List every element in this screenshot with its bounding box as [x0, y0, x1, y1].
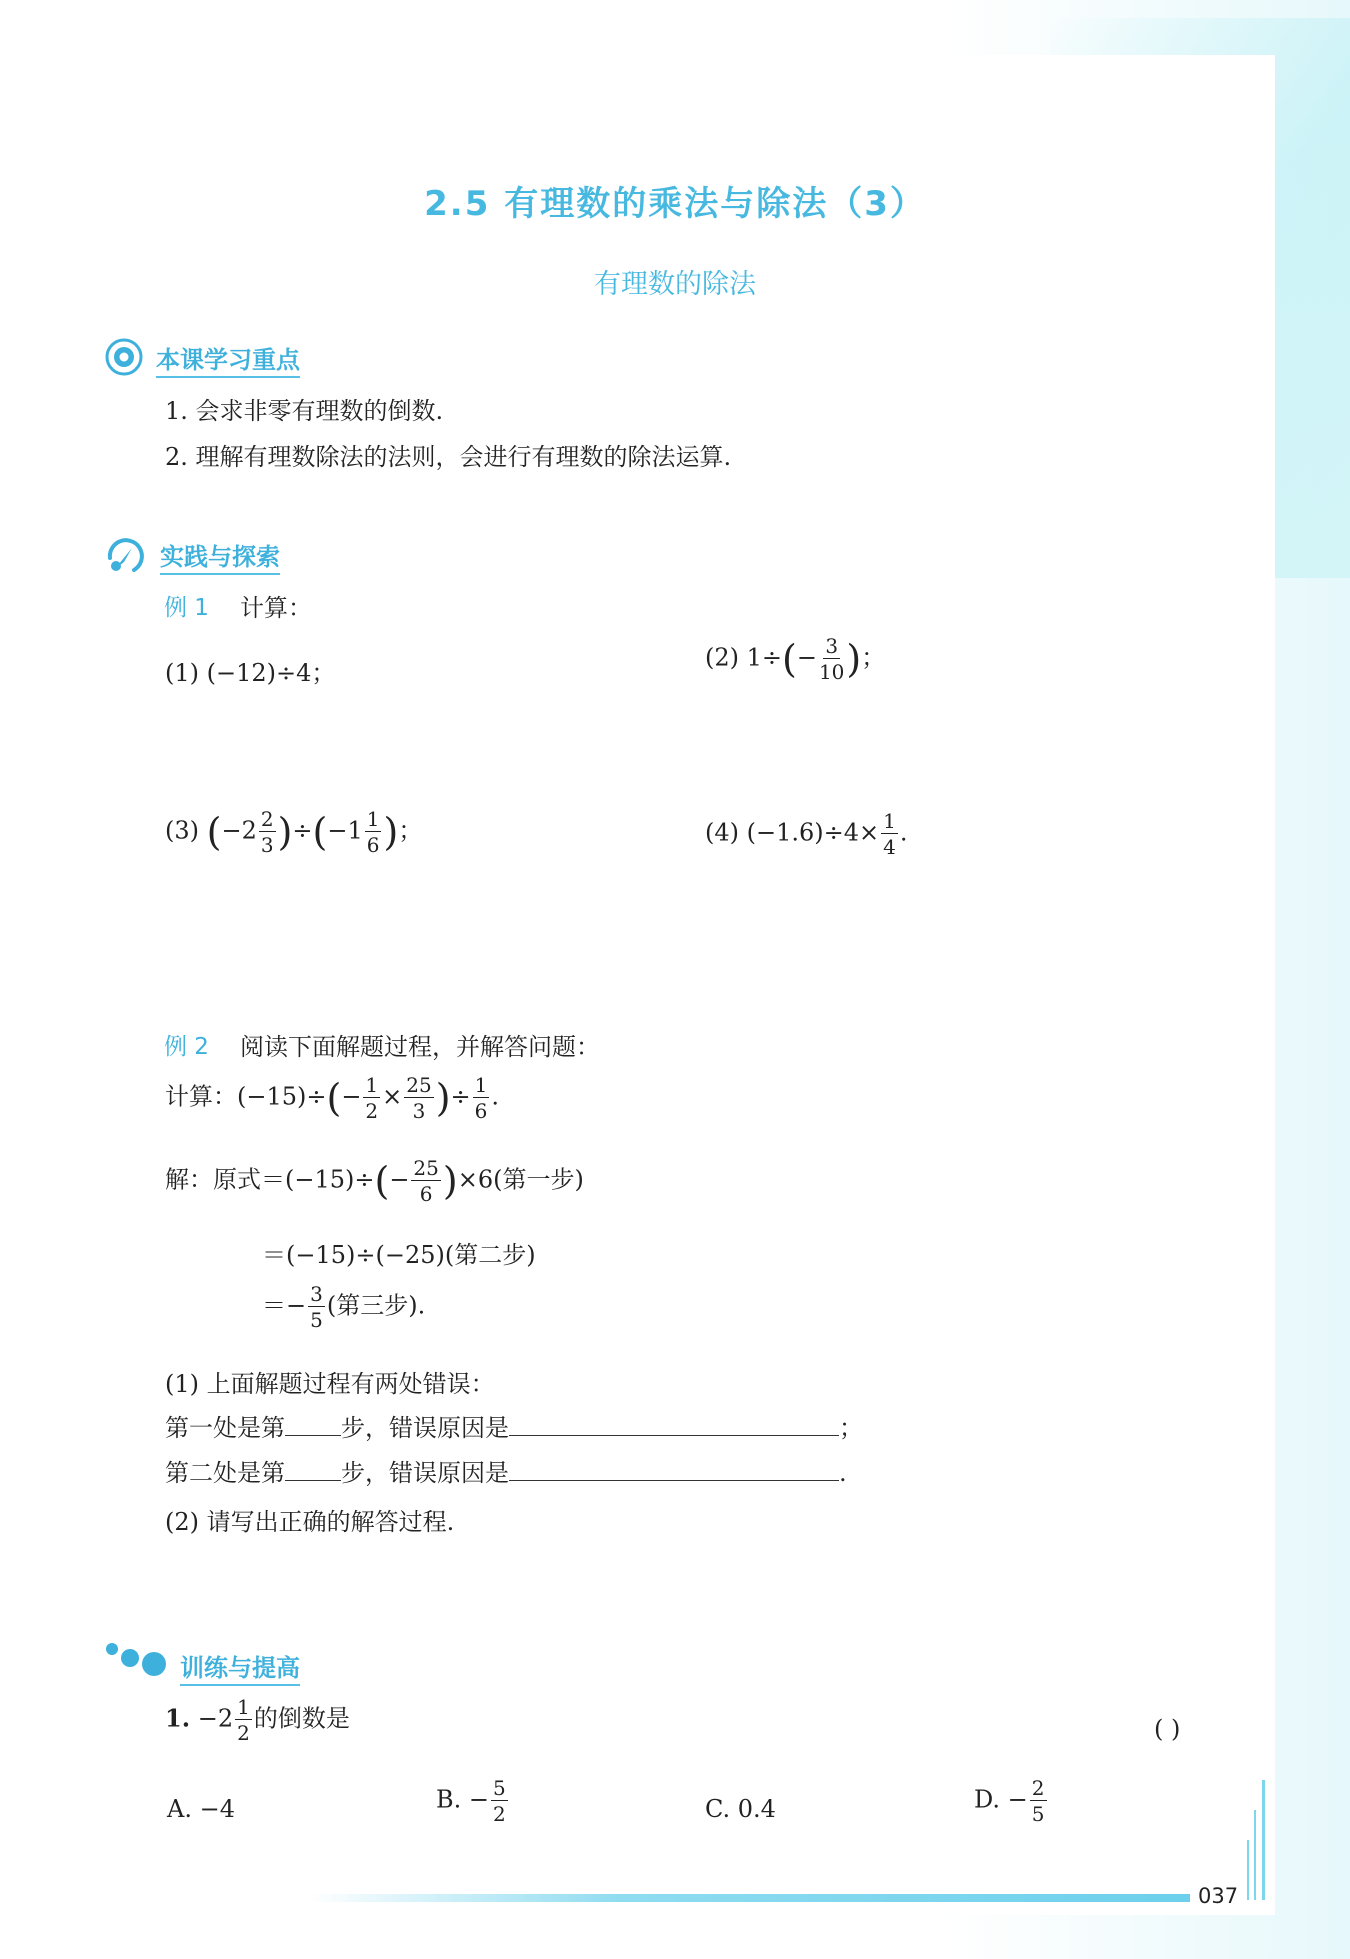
question-part-1: (1) 上面解题过程有两处错误：	[165, 1370, 495, 1398]
example-1-part-4: (4) (−1.6)÷4× $\frac{1}{4}$ .	[705, 809, 908, 859]
page-title: 2.5 有理数的乘法与除法（3）	[424, 184, 926, 224]
choice-c[interactable]: C. 0.4	[705, 1795, 776, 1823]
focus-item-1: 1. 会求非零有理数的倒数.	[165, 397, 444, 425]
choice-d[interactable]: D. − $\frac{2}{5}$	[974, 1776, 1045, 1826]
answer-parentheses[interactable]: ( )	[1154, 1715, 1181, 1743]
section-heading-focus: 本课学习重点	[156, 340, 300, 378]
footer-line-3	[1247, 1840, 1249, 1900]
compass-icon	[104, 532, 148, 580]
example-2-label: 例 2	[164, 1034, 209, 1060]
solution-step-1: 解：原式＝(−15)÷(− $\frac{25}{6}$ )×6(第一步)	[165, 1156, 584, 1206]
reason-blank-1[interactable]	[509, 1413, 839, 1436]
error-line-1: 第一处是第 步，错误原因是 ；	[165, 1414, 863, 1442]
example-1-part-2: (2) 1÷(− $\frac{3}{10}$ )；	[705, 634, 886, 684]
page-number: 037	[1198, 1884, 1239, 1908]
target-icon	[104, 337, 144, 381]
example-1-prompt: 计算：	[240, 594, 312, 622]
footer-line-1	[1262, 1780, 1265, 1900]
dots-icon	[104, 1640, 172, 1684]
example-1-label: 例 1	[164, 595, 209, 621]
example-1-part-3: (3) (−2 $\frac{2}{3}$ )÷(−1 $\frac{1}{6}$ )；	[165, 807, 423, 857]
solution-step-3: ＝− $\frac{3}{5}$ (第三步).	[262, 1282, 426, 1332]
step-blank-1[interactable]	[285, 1413, 341, 1436]
choice-b[interactable]: B. − $\frac{5}{2}$	[436, 1776, 506, 1826]
error-line-2: 第二处是第 步，错误原因是 .	[165, 1459, 847, 1487]
reason-blank-2[interactable]	[509, 1458, 839, 1481]
section-heading-training: 训练与提高	[180, 1648, 300, 1686]
question-1: 1. −2 $\frac{1}{2}$ 的倒数是	[165, 1695, 350, 1745]
step-blank-2[interactable]	[285, 1458, 341, 1481]
section-heading-practice: 实践与探索	[160, 537, 280, 575]
solution-step-2: ＝(−15)÷(−25)(第二步)	[262, 1241, 536, 1269]
question-part-2: (2) 请写出正确的解答过程.	[165, 1508, 455, 1536]
page-subtitle: 有理数的除法	[594, 269, 756, 300]
example-1-part-1: (1) (−12)÷4；	[165, 659, 336, 687]
footer-bar	[310, 1894, 1190, 1902]
example-2-prompt: 阅读下面解题过程，并解答问题：	[240, 1033, 600, 1061]
footer-line-2	[1254, 1810, 1256, 1900]
example-2-expression: 计算：(−15)÷(− $\frac{1}{2}$ × $\frac{25}{3}$ )÷ $\frac{1}{6}$ .	[165, 1073, 500, 1123]
page-sheet	[20, 55, 1275, 1915]
focus-item-2: 2. 理解有理数除法的法则，会进行有理数的除法运算.	[165, 443, 732, 471]
choice-a[interactable]: A. −4	[167, 1795, 235, 1823]
